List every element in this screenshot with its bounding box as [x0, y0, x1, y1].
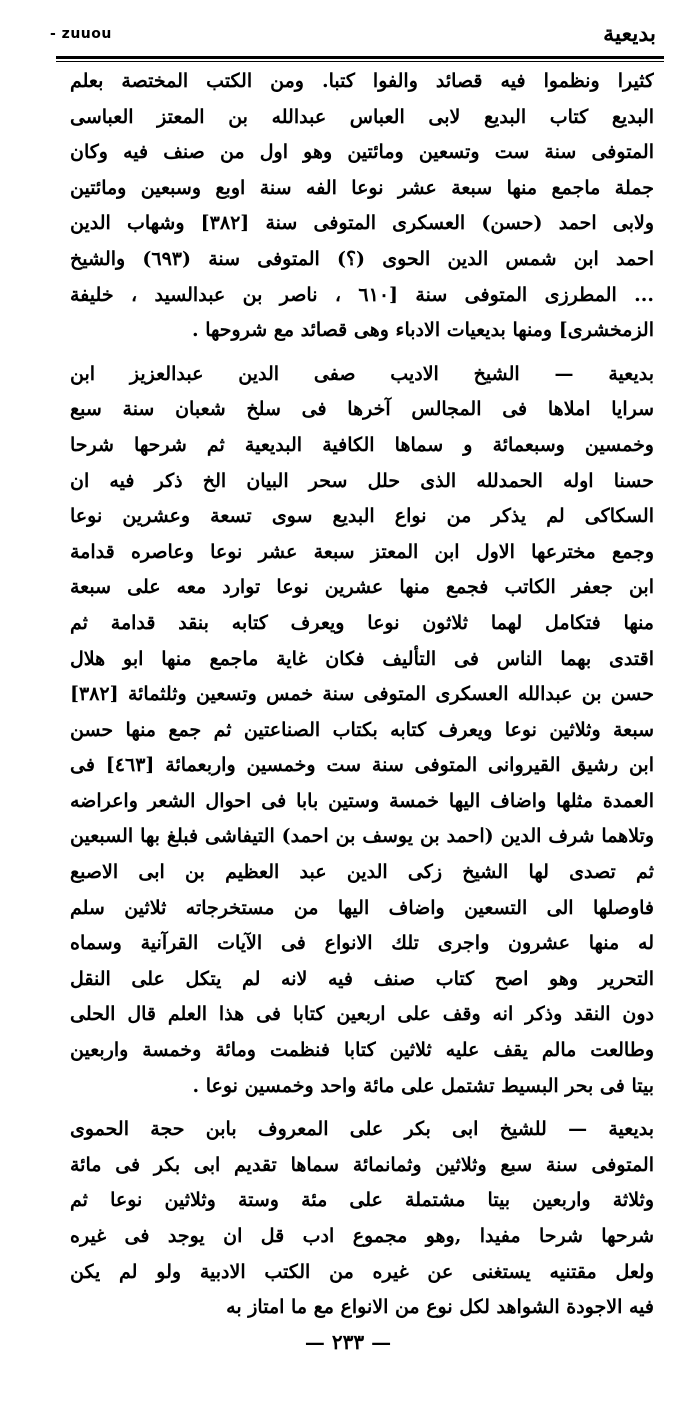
text-line: وجمع مخترعها الاول ابن المعتز سبعة عشر نوعا وعاصره قدامة	[70, 540, 654, 563]
text-line: وثلاثة واربعين بيتا مشتملة على مئة وستة وثلاثين نوعا ثم	[70, 1189, 654, 1212]
text-line: منها فتكامل لهما ثلاثون نوعا ويعرف كتابه بنقد قدامة ثم	[70, 611, 654, 634]
header-title: بديعية	[603, 21, 656, 47]
text-line: فاوصلها الى التسعين واضاف اليها من مستخرجاته ثلاثين سلم	[70, 896, 654, 919]
text-line: له منها عشرون واجرى تلك الانواع فى الآيات القرآنية وسماه	[70, 932, 654, 955]
text-line: فيه الاجودة الشواهد لكل نوع من الانواع مع ما امتاز به	[226, 1296, 654, 1319]
header-rule	[56, 56, 664, 59]
text-line: سبعة وثلاثين نوعا ويعرف كتابه بكتاب الصناعتين ثم جمع منها حسن	[70, 718, 654, 741]
text-line: التحرير وهو اصح كتاب صنف فيه لانه لم يتكل على النقل	[70, 967, 654, 990]
page-number: — ٢٣٣ —	[304, 1330, 392, 1354]
text-line: جملة ماجمع منها سبعة عشر نوعا الفه سنة اوبع وسبعين ومائتين	[70, 176, 654, 199]
paragraph	[70, 64, 654, 349]
header-left-text: - zuuou	[50, 26, 112, 42]
text-line: شرحها شرحا مفيدا ,وهو مجموع ادب قل ان يوجد فى غيره	[70, 1225, 654, 1247]
page-body	[70, 64, 654, 1326]
paragraph	[70, 1112, 654, 1326]
text-line: احمد ابن شمس الدين الحوى (؟) المتوفى سنة (٦٩٣) والشيخ	[70, 247, 654, 270]
text-line: المتوفى سنة سبع وثلاثين وثمانمائة سماها تقديم ابى بكر فى مائة	[70, 1153, 654, 1176]
text-line: حسنا اوله الحمدلله الذى حلل سحر البيان الخ ذكر فيه ان	[70, 469, 654, 492]
text-line: ... المطرزى المتوفى سنة [٦١٠ ، ناصر بن عبدالسيد ، خليفة	[70, 283, 654, 306]
text-line: السكاكى لم يذكر من نواع البديع سوى تسعة وعشرين نوعا	[70, 505, 654, 528]
text-line: حسن بن عبدالله العسكرى المتوفى سنة خمس وتسعين وثلثمائة [٣٨٢]	[70, 683, 654, 706]
text-line: العمدة مثلها واضاف اليها خمسة وستين بابا فى احوال الشعر واعراضه	[70, 789, 654, 812]
text-line: بديعية — الشيخ الاديب صفى الدين عبدالعزيز ابن	[70, 362, 654, 385]
text-line: دون النقد وذكر انه وقف على اربعين كتابا فى هذا العلم قال الحلى	[70, 1003, 654, 1026]
text-line: وخمسين وسبعمائة و سماها الكافية البديعية ثم شرحها شرحا	[70, 433, 654, 456]
text-line: البديع كتاب البديع لابى العباس عبدالله بن المعتز العباسى	[70, 105, 654, 128]
text-line: ولعل مقتنيه يستغنى عن غيره من الكتب الادبية ولو لم يكن	[70, 1260, 654, 1283]
text-line: وتلاهما شرف الدين (احمد بن يوسف بن احمد) التيفاشى فبلغ بها السبعين	[70, 825, 654, 848]
text-line: بيتا فى بحر البسيط تشتمل على مائة واحد وخمسين نوعا .	[192, 1074, 654, 1097]
running-header	[50, 18, 656, 50]
text-line: سرايا املاها فى المجالس آخرها فى سلخ شعبان سنة سبع	[70, 398, 654, 421]
text-line: ابن رشيق القيروانى المتوفى سنة ست وخمسين واربعمائة [٤٦٣] فى	[70, 754, 654, 777]
text-line: اقتدى بهما الناس فى التأليف فكان غاية ماجمع منها ابو هلال	[70, 647, 654, 670]
text-line: ولابى احمد (حسن) العسكرى المتوفى سنة [٣٨٢] وشهاب الدين	[70, 212, 654, 235]
text-line: الزمخشرى] ومنها بديعيات الادباء وهى قصائد مع شروحها .	[192, 319, 654, 342]
text-line: المتوفى سنة ست وتسعين ومائتين وهو اول من صنف فيه وكان	[70, 141, 654, 164]
text-line: كثيرا ونظموا فيه قصائد والفوا كتبا. ومن الكتب المختصة بعلم	[70, 70, 654, 92]
paragraph	[70, 357, 654, 1104]
text-line: وطالعت مالم يقف عليه ثلاثين كتابا فنظمت ومائة وخمسة واربعين	[70, 1039, 654, 1062]
text-line: ابن جعفر الكاتب فجمع منها عشرين نوعا توارد معه على سبعة	[70, 576, 654, 599]
text-line: بديعية — للشيخ ابى بكر على المعروف بابن حجة الحموى	[70, 1118, 654, 1141]
text-line: ثم تصدى لها الشيخ زكى الدين عبد العظيم بن ابى الاصبع	[70, 861, 654, 884]
